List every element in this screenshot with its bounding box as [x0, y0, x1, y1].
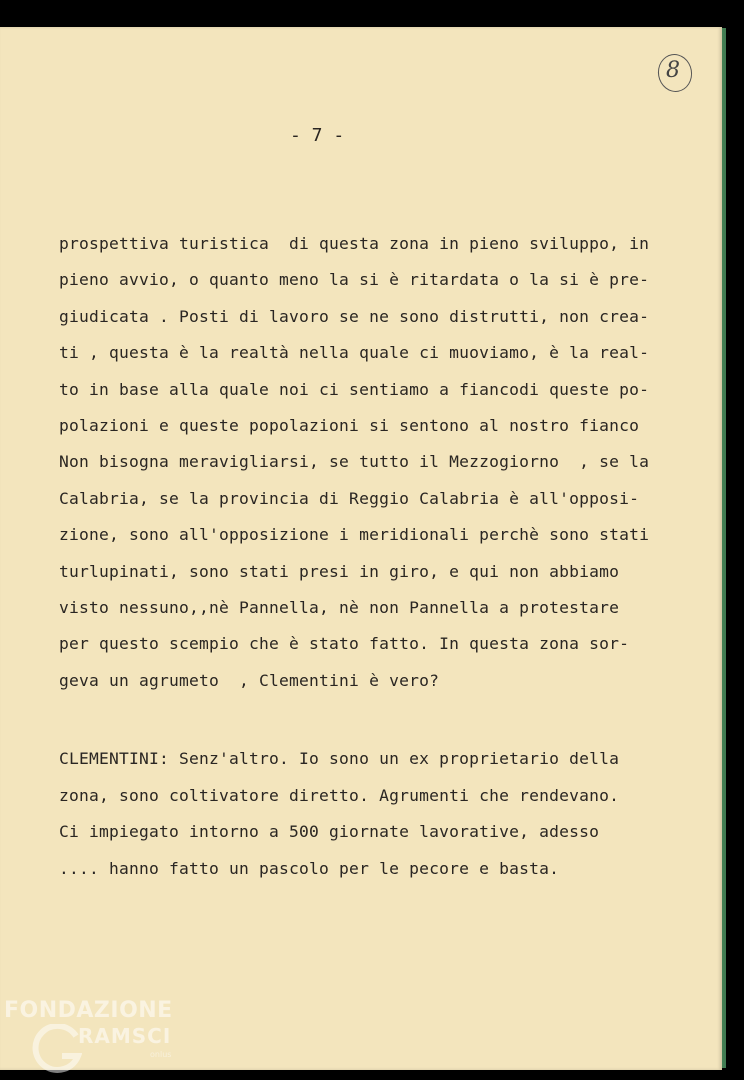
text-line: turlupinati, sono stati presi in giro, e qui non abbiamo	[59, 561, 620, 581]
text-line: zona, sono coltivatore diretto. Agrumenti che rendevano.	[59, 785, 620, 805]
watermark-line2: RAMSCI	[78, 1024, 172, 1048]
text-line: per questo scempio che è stato fatto. In questa zona sor-	[59, 634, 630, 654]
fondazione-gramsci-watermark	[4, 998, 194, 1078]
watermark-line3: onlus	[150, 1050, 172, 1059]
text-line: prospettiva turistica di questa zona in pieno sviluppo, in	[59, 234, 650, 253]
text-line: Calabria, se la provincia di Reggio Calabria è all'opposi-	[59, 488, 640, 508]
text-line: CLEMENTINI: Senz'altro. Io sono un ex proprietario della	[59, 749, 620, 768]
text-line: ti , questa è la realtà nella quale ci muoviamo, è la real-	[59, 343, 650, 363]
paper-page	[0, 27, 722, 1070]
text-line: zione, sono all'opposizione i meridionali perchè sono stati	[59, 525, 650, 545]
text-line: Non bisogna meravigliarsi, se tutto il Mezzogiorno , se la	[59, 452, 650, 472]
text-line: giudicata . Posti di lavoro se ne sono distrutti, non crea-	[59, 306, 650, 326]
text-line: to in base alla quale noi ci sentiamo a fiancodi queste po-	[59, 379, 650, 399]
handwritten-page-number	[658, 54, 694, 94]
text-line: polazioni e queste popolazioni si sentono al nostro fianco	[59, 416, 640, 435]
text-line: pieno avvio, o quanto meno la si è ritardata o la si è pre-	[59, 270, 650, 290]
text-line: geva un agrumeto , Clementini è vero?	[59, 670, 440, 690]
gramsci-g-logo-icon	[32, 1024, 82, 1076]
watermark-line1: FONDAZIONE	[4, 998, 173, 1023]
page-number: - 7 -	[290, 125, 345, 146]
text-line: Ci impiegato intorno a 500 giornate lavorative, adesso	[59, 822, 600, 841]
text-line: visto nessuno,,nè Pannella, nè non Pannella a protestare	[59, 598, 620, 617]
handwritten-number-text: 8	[666, 58, 680, 83]
text-line: .... hanno fatto un pascolo per le pecore e basta.	[59, 858, 560, 878]
